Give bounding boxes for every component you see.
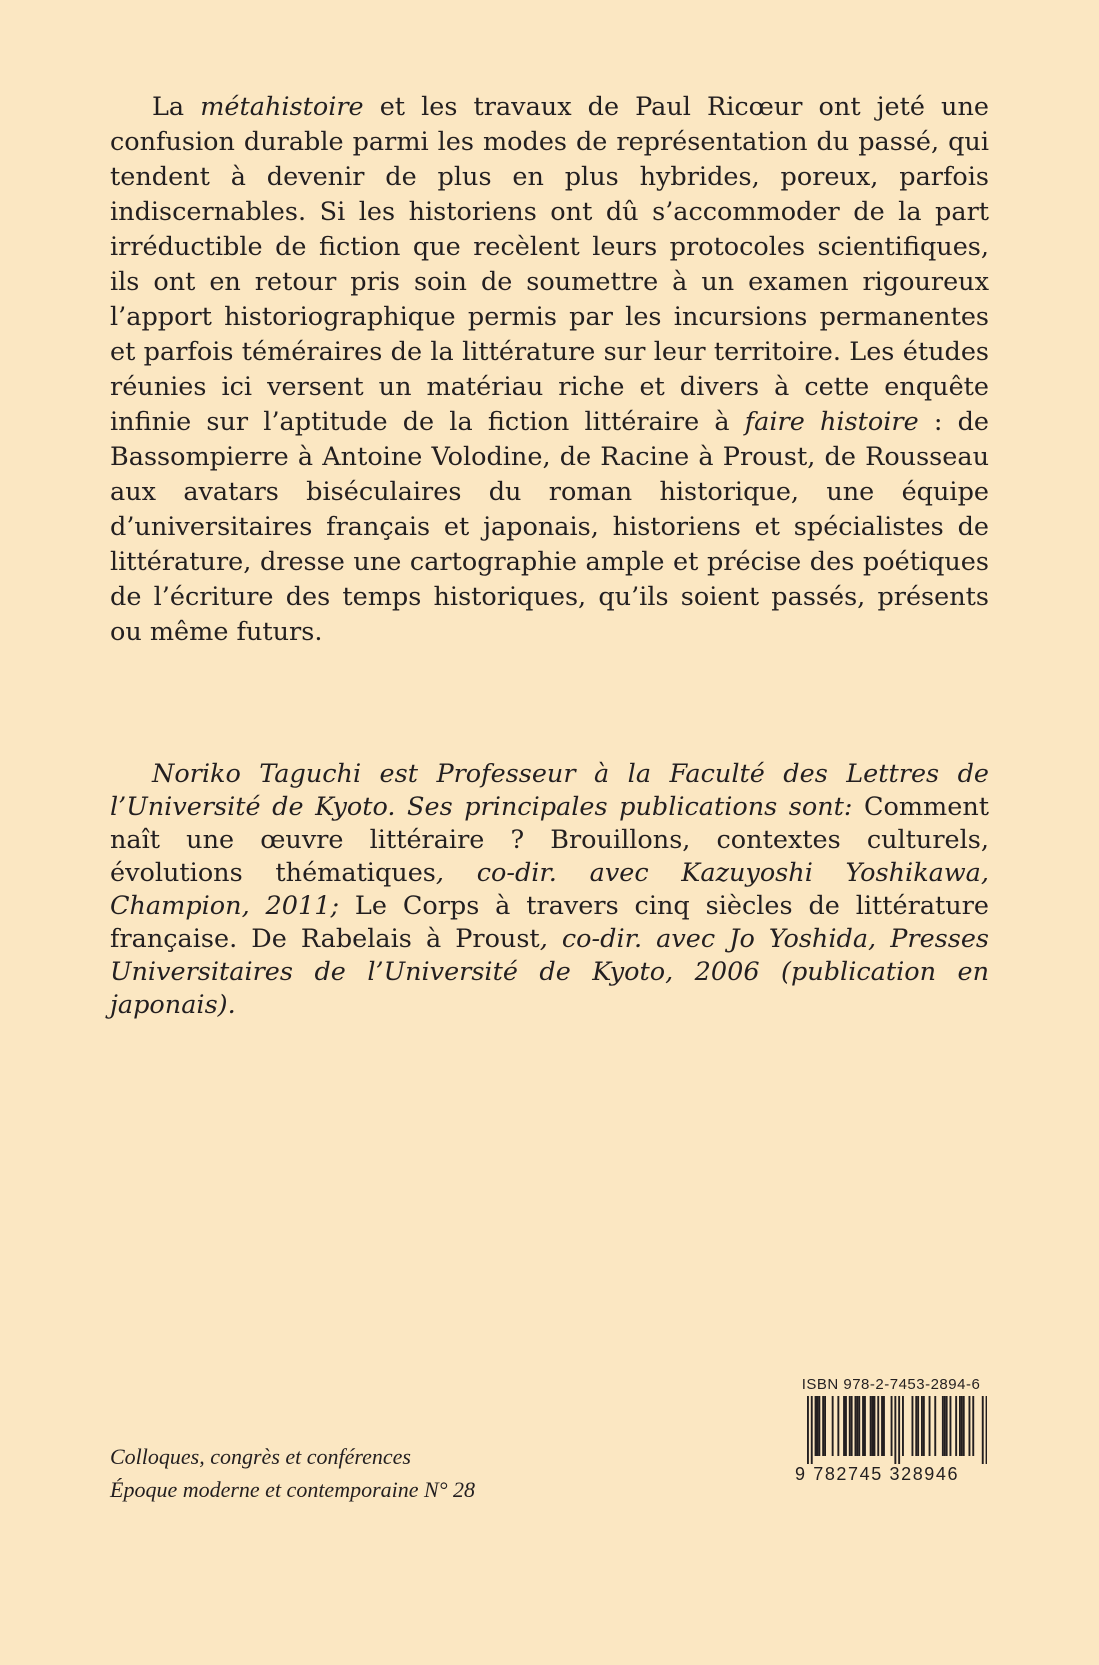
barcode-bar — [862, 1396, 864, 1456]
barcode-bar — [817, 1396, 819, 1456]
barcode-bar — [845, 1396, 847, 1456]
bio-title-1: Comment naît une œuvre littéraire ? Brouillons, contextes culturels, évolutions thématiques — [110, 792, 989, 888]
barcode-bar — [849, 1396, 851, 1456]
ean-digits: 9 782745 328946 — [795, 1464, 960, 1484]
bio-intro: Noriko Taguchi est Professeur à la Faculté des Lettres de l’Université de Kyoto. Ses principales publications sont: — [110, 759, 989, 822]
barcode-bar — [915, 1396, 917, 1456]
blurb-text-2: et les travaux de Paul Ricœur ont jeté une confusion durable parmi les modes de représentation du passé, qui tendent à devenir de plus en plus hybrides, poreux, parfois indiscernables. Si les historiens ont dû s’accommoder de la part irréductible de fiction que recèlent leurs protocoles scientifiques, ils ont en retour pris soin de soumettre à un examen rigoureux l’apport historiographique permis par les incursions permanentes et parfois téméraires de la littérature sur leur territoire. Les études réunies ici versent un matériau riche et divers à cette enquête infinie sur l’aptitude de la fiction littéraire à — [110, 92, 989, 437]
isbn-barcode — [795, 1376, 987, 1486]
barcode-bar — [870, 1396, 872, 1456]
barcode-bar — [986, 1396, 987, 1464]
barcode-bars — [795, 1396, 987, 1464]
barcode-bar — [929, 1396, 931, 1456]
isbn-label: ISBN 978-2-7453-2894-6 — [801, 1376, 981, 1393]
back-cover-blurb — [110, 90, 989, 650]
author-bio — [110, 758, 989, 1022]
barcode-bar — [858, 1396, 860, 1456]
barcode-bar — [969, 1396, 971, 1456]
barcode-bar — [832, 1396, 834, 1456]
series-info — [110, 1440, 475, 1506]
barcode-bar — [946, 1396, 948, 1456]
barcode-bar — [902, 1396, 904, 1456]
barcode-bar — [963, 1396, 965, 1456]
barcode-bar — [881, 1396, 883, 1456]
series-subseries: Époque moderne et contemporaine N° 28 — [110, 1477, 475, 1502]
barcode-bar — [934, 1396, 936, 1456]
barcode-bar — [824, 1396, 826, 1456]
barcode-bar — [864, 1396, 866, 1456]
barcode-bar — [815, 1396, 817, 1456]
barcode-bar — [856, 1396, 858, 1456]
blurb-emphasis-faire-histoire: faire histoire — [744, 407, 919, 437]
series-name: Colloques, congrès et conférences — [110, 1444, 411, 1469]
barcode-bar — [883, 1396, 885, 1456]
barcode-bar — [843, 1396, 845, 1456]
bio-details-2: , co-dir. avec Jo Yoshida, Presses Universitaires de l’Université de Kyoto, 2006 (publication en japonais). — [110, 924, 990, 1020]
bio-details-1: , co-dir. avec Kazuyoshi Yoshikawa, Champion, 2011; — [110, 858, 989, 921]
barcode-bar — [811, 1396, 813, 1464]
barcode-bar — [912, 1396, 914, 1456]
barcode-bar — [855, 1396, 857, 1456]
blurb-text-1: La — [152, 92, 201, 122]
barcode-bar — [961, 1396, 963, 1456]
barcode-bar — [851, 1396, 853, 1456]
bio-title-2: Le Corps à travers cinq siècles de littérature française. De Rabelais à Proust — [110, 891, 989, 954]
barcode-bar — [807, 1396, 809, 1464]
blurb-emphasis-metahistoire: métahistoire — [200, 92, 364, 122]
barcode-bar — [894, 1396, 896, 1464]
barcode-bar — [982, 1396, 984, 1464]
barcode-bar — [921, 1396, 923, 1456]
barcode-bar — [955, 1396, 957, 1456]
barcode-bar — [837, 1396, 839, 1456]
barcode-bar — [898, 1396, 900, 1464]
barcode-bar — [917, 1396, 919, 1456]
barcode-bar — [822, 1396, 824, 1456]
barcode-bar — [818, 1396, 820, 1456]
barcode-bar — [874, 1396, 876, 1456]
barcode-bar — [872, 1396, 874, 1456]
barcode-bar — [942, 1396, 944, 1456]
barcode-bar — [891, 1396, 893, 1456]
barcode-bar — [972, 1396, 974, 1456]
blurb-text-3: : de Bassompierre à Antoine Volodine, de Racine à Proust, de Rousseau aux avatars biséculaires du roman historique, une équipe d’universitaires français et japonais, historiens et spécialistes de littérature, dresse une cartographie ample et précise des poétiques de l’écriture des temps historiques, qu’ils soient passés, présents ou même futurs. — [110, 407, 990, 647]
barcode-bar — [959, 1396, 961, 1456]
barcode-bar — [944, 1396, 946, 1456]
barcode-bar — [877, 1396, 879, 1456]
barcode-bar — [923, 1396, 925, 1456]
barcode-bar — [950, 1396, 952, 1456]
